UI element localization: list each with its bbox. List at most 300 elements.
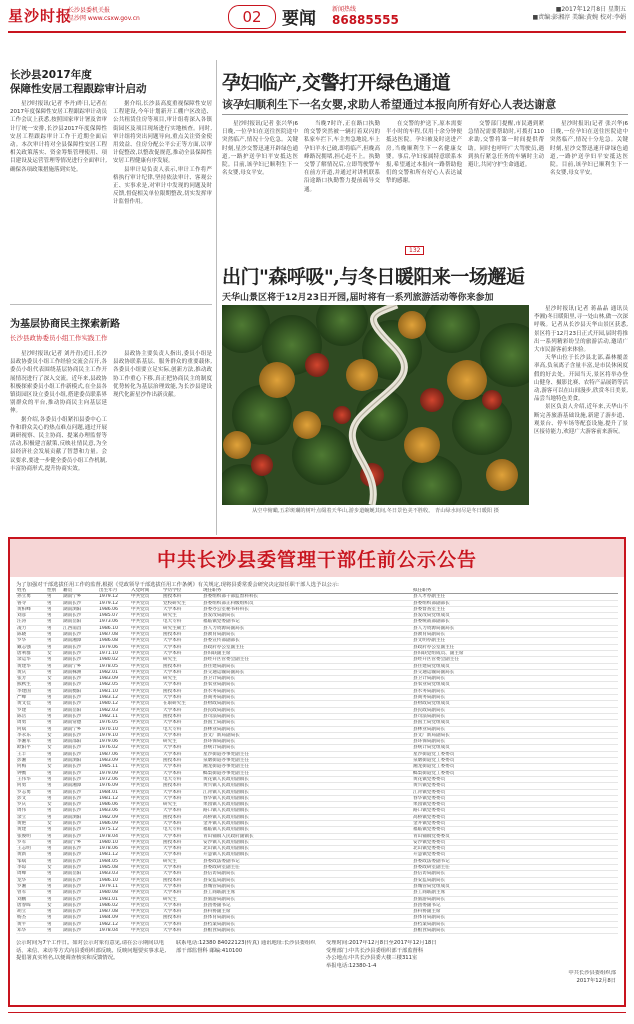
table-cell: 在职研究生 — [162, 701, 202, 707]
table-cell: 彭湘 — [16, 758, 46, 764]
table-cell: 县城管局党组成员 — [412, 883, 618, 889]
table-cell: 湖南长沙 — [62, 713, 98, 719]
table-cell: 中共党员 — [130, 902, 162, 908]
table-cell: 男 — [46, 720, 62, 726]
table-cell: 何勇 — [16, 783, 46, 789]
table-cell: 大学本科 — [162, 902, 202, 908]
table-cell: 周勇 — [16, 720, 46, 726]
table-row — [16, 928, 618, 934]
table-cell: 泉塘街道办事处副主任 — [202, 758, 412, 764]
table-cell: 邹斌 — [16, 858, 46, 864]
table-cell: 县人力资源局副局长 — [412, 625, 618, 631]
main-story1-title: 孕妇临产,交警打开绿色通道 — [222, 72, 451, 94]
table-cell: 县团委副书记 — [202, 902, 412, 908]
table-cell: 县委政研室副主任 — [412, 865, 618, 871]
table-cell: 县交通运输局副局长 — [412, 669, 618, 675]
main-story1-p2: 当晚7时许,正在路口执勤的交警突然被一辆打着双闪的私家车拦下,车主焦急地说,车上孕妇羊水已破,即将临产,但晚高峰路况拥堵,担心赶不上。执勤交警了解情况后,立即驾驶警车在前方开道,并通过对讲机联系沿途路口执勤警力提前疏导交通。 — [304, 121, 380, 193]
table-cell: 研究生 — [162, 657, 202, 663]
table-cell: 大学本科 — [162, 795, 202, 801]
table-cell: 中共党员 — [130, 758, 162, 764]
table-cell: 湖南长沙 — [62, 600, 98, 606]
table-cell: 汪涛 — [16, 619, 46, 625]
table-cell: 县商务局副局长 — [202, 695, 412, 701]
table-cell: 县发改局党组成员 — [412, 613, 618, 619]
table-cell: 欧阳平 — [16, 745, 46, 751]
scenic-photo — [222, 305, 529, 505]
table-cell: 湖南长沙 — [62, 776, 98, 782]
table-cell: 中共党员 — [130, 770, 162, 776]
table-cell: 开慧镇人民政府副镇长 — [202, 852, 412, 858]
table-cell: 湖南长沙 — [62, 877, 98, 883]
table-cell: 大学本科 — [162, 852, 202, 858]
table-cell: 大学本科 — [162, 871, 202, 877]
table-cell: 函授本科 — [162, 663, 202, 669]
table-cell: 男 — [46, 909, 62, 915]
table-cell: 凌力 — [16, 625, 46, 631]
table-cell: 县林业局副局长 — [412, 726, 618, 732]
table-cell: 湖南常德 — [62, 720, 98, 726]
table-cell: 县科协副主席 — [412, 909, 618, 915]
table-cell: 1986.06 — [98, 606, 130, 612]
table-cell: 大学本科 — [162, 732, 202, 738]
table-cell: 1979.06 — [98, 739, 130, 745]
table-cell: 1982.12 — [98, 921, 130, 927]
table-cell: 高桥镇党委委员 — [412, 814, 618, 820]
masthead-subtitle: 长沙县委机关报 星沙网 www.csxw.gov.cn — [68, 7, 140, 22]
table-cell: 女 — [46, 820, 62, 826]
table-cell: 湖南长沙 — [62, 650, 98, 656]
table-cell: 中共党员 — [130, 720, 162, 726]
table-cell: 1983.12 — [98, 695, 130, 701]
footer-rule — [8, 1012, 626, 1013]
table-cell: 彭文 — [16, 795, 46, 801]
table-cell: 电大专科 — [162, 619, 202, 625]
table-cell: 大学本科 — [162, 764, 202, 770]
table-cell: 湖南株洲 — [62, 669, 98, 675]
main-story2-subtitle: 天华山景区将于12月23日开园,届时将有一系列旅游活动等你来参加 — [222, 293, 494, 303]
table-cell: 1980.02 — [98, 657, 130, 663]
table-cell: 县城管局副局长 — [202, 883, 412, 889]
table-cell: 黄文佳 — [16, 701, 46, 707]
table-cell: 黄建 — [16, 827, 46, 833]
table-cell: 县环保局副局长 — [412, 739, 618, 745]
table-cell: 男 — [46, 669, 62, 675]
table-cell: 函授本科 — [162, 783, 202, 789]
table-cell: 王志明 — [16, 846, 46, 852]
table-cell: 男 — [46, 600, 62, 606]
table-cell: 中共党员 — [130, 921, 162, 927]
table-cell: 湖南长沙 — [62, 745, 98, 751]
table-cell: 函授本科 — [162, 632, 202, 638]
main-story2-body — [534, 305, 628, 530]
table-cell: 1976.02 — [98, 745, 130, 751]
table-cell: 湖南长沙 — [62, 909, 98, 915]
table-cell: 大学本科 — [162, 606, 202, 612]
table-cell: 研究生 — [162, 676, 202, 682]
table-cell: 中共党员 — [130, 638, 162, 644]
left-story1-p3: 县审计局负责人表示,审计工作将严格执行审计纪律,坚持依法审计、客观公正、实事求是,对审计中发现的问题及时反馈,督促相关单位限期整改,切实发挥审计监督作用。 — [113, 166, 212, 206]
table-cell: 男 — [46, 770, 62, 776]
table-cell: 黄兴镇党委委员 — [412, 783, 618, 789]
table-cell: 安沙镇党委委员 — [412, 839, 618, 845]
table-cell: 男 — [46, 839, 62, 845]
left-divider — [10, 304, 212, 305]
table-cell: 1982.09 — [98, 814, 130, 820]
appointment-table — [16, 588, 618, 934]
table-cell: 中共党员 — [130, 613, 162, 619]
table-cell: 男 — [46, 896, 62, 902]
table-cell: 中共党员 — [130, 625, 162, 631]
table-cell: 县民政局副局长 — [202, 707, 412, 713]
table-cell: 函授本科 — [162, 915, 202, 921]
table-cell: 湘龙街道党工委委员 — [412, 764, 618, 770]
table-cell: 1983.09 — [98, 758, 130, 764]
table-cell: 1978.06 — [98, 846, 130, 852]
table-cell: 湖南宁乡 — [62, 726, 98, 732]
table-cell: 刘鹏 — [16, 896, 46, 902]
table-cell: 唐春晖 — [16, 902, 46, 908]
table-cell: 县委组织部正科级组织员 — [202, 600, 412, 606]
main-story1-p1: 星沙时报讯(记者 张兴华)6日晚,一位孕妇在送往医院途中突然临产,情况十分危急。关键时刻,星沙交警迅速开辟绿色通道,一路护送孕妇平安抵达医院。目前,该孕妇已顺利生下一名女婴,母女平安。 — [222, 121, 298, 177]
table-cell: 中共党员 — [130, 644, 162, 650]
table-cell: 黄柏峰 — [16, 606, 46, 612]
table-cell: 湖南长沙 — [62, 695, 98, 701]
table-cell: 孙立勇 — [16, 594, 46, 600]
table-cell: 县档案局副局长 — [412, 921, 618, 927]
table-cell: 县妇联副主席 — [202, 650, 412, 656]
table-cell: 县商务局副局长 — [412, 695, 618, 701]
table-cell: 1978.04 — [98, 833, 130, 839]
table-cell: 1979.06 — [98, 644, 130, 650]
table-cell: 湖南岳阳 — [62, 619, 98, 625]
table-cell: 1982.03 — [98, 707, 130, 713]
table-cell: 男 — [46, 695, 62, 701]
table-cell: 县委督查室主任 — [412, 606, 618, 612]
table-cell: 党校研究生 — [162, 600, 202, 606]
table-cell: 县信访局副局长 — [202, 871, 412, 877]
table-cell: 大学本科 — [162, 833, 202, 839]
table-cell: 县安监局副局长 — [412, 877, 618, 883]
table-cell: 胡立 — [16, 909, 46, 915]
table-cell: 中共党员 — [130, 682, 162, 688]
table-cell: 大学本科 — [162, 928, 202, 934]
table-cell: 何斌 — [16, 726, 46, 732]
table-cell: 中共党员 — [130, 663, 162, 669]
scenic-photo-illustration — [222, 305, 529, 505]
table-cell: 罗军 — [16, 839, 46, 845]
table-cell: 县国土局党组成员 — [412, 720, 618, 726]
table-cell: 1971.10 — [98, 650, 130, 656]
table-cell: 1983.09 — [98, 676, 130, 682]
table-cell: 罗志勇 — [16, 789, 46, 795]
table-cell: 1979.12 — [98, 594, 130, 600]
table-cell: 县人才办副主任 — [412, 594, 618, 600]
table-cell: 大学本科 — [162, 751, 202, 757]
table-cell: 黄花镇党委委员 — [412, 776, 618, 782]
table-cell: 何梅 — [16, 764, 46, 770]
table-cell: 县委政研室副主任 — [202, 865, 412, 871]
table-cell: 王伟华 — [16, 776, 46, 782]
table-cell: 曾军 — [16, 890, 46, 896]
table-cell: 路口镇人民政府副镇长 — [202, 808, 412, 814]
table-cell: 湖南长沙 — [62, 644, 98, 650]
table-cell: 男 — [46, 858, 62, 864]
table-cell: 湘龙街道办事处副主任 — [202, 764, 412, 770]
table-cell: 男 — [46, 739, 62, 745]
table-cell: 函授本科 — [162, 713, 202, 719]
table-cell: 大学本科 — [162, 770, 202, 776]
table-cell: 1986.09 — [98, 820, 130, 826]
table-cell: 男 — [46, 638, 62, 644]
left-story2-subtitle: 长沙县政协委员小组工作实践工作 — [10, 334, 108, 342]
table-cell: 男 — [46, 682, 62, 688]
table-cell: 湖南长沙 — [62, 770, 98, 776]
table-cell: 中共党员 — [130, 896, 162, 902]
table-cell: 大学本科 — [162, 707, 202, 713]
table-cell: 男 — [46, 606, 62, 612]
table-cell: 春华镇党委委员 — [412, 795, 618, 801]
table-cell: 北山镇人民政府副镇长 — [202, 846, 412, 852]
table-cell: 中共党员 — [130, 858, 162, 864]
table-cell: 大学本科 — [162, 695, 202, 701]
table-cell: 男 — [46, 688, 62, 694]
table-cell: 男 — [46, 928, 62, 934]
table-cell: 男 — [46, 726, 62, 732]
table-cell: 江背镇党委委员 — [412, 789, 618, 795]
table-cell: 县水务局副局长 — [202, 688, 412, 694]
table-cell: 县委政法委副书记 — [412, 858, 618, 864]
table-cell: 1986.10 — [98, 877, 130, 883]
table-cell: 青山铺镇党委委员 — [412, 833, 618, 839]
table-cell: 男 — [46, 883, 62, 889]
main-story1-highlight: 132 — [405, 246, 424, 255]
table-cell: 中共党员 — [130, 827, 162, 833]
table-cell: 研究生 — [162, 613, 202, 619]
main-story1-col1 — [222, 120, 298, 250]
table-cell: 1976.05 — [98, 720, 130, 726]
table-cell: 电大专科 — [162, 776, 202, 782]
announcement-intro: 为了加强对干部选拔任用工作的监督,根据《党政领导干部选拔任用工作条例》有关规定,现将县委常委会研究决定拟任职干部人选予以公示: — [16, 582, 339, 588]
table-cell: 县体育局副局长 — [202, 915, 412, 921]
table-cell: 县统计局党组成员 — [412, 745, 618, 751]
table-cell: 1986.08 — [98, 638, 130, 644]
table-cell: 1979.12 — [98, 600, 130, 606]
hotline-number: 86885555 — [332, 13, 399, 27]
table-cell: 1985.11 — [98, 764, 130, 770]
table-cell: 湖南长沙 — [62, 732, 98, 738]
photo-caption: 从空中俯瞰,五彩斑斓的树叶点缀着天华山,游步道蜿蜒其间,冬日景色美不胜收。 青山绿水间尽是冬日暖阳 摄 — [252, 508, 499, 514]
table-cell: 男 — [46, 808, 62, 814]
table-cell: 大学本科 — [162, 820, 202, 826]
table-cell: 1978.05 — [98, 663, 130, 669]
footer-contact: 联系电话:12380 84022123(传真) 通讯地址:长沙县委组织部干部监督科 邮编:410100 — [176, 940, 316, 954]
table-cell: 县文广新局副局长 — [412, 732, 618, 738]
table-cell: 女 — [46, 650, 62, 656]
table-cell: 严峰 — [16, 695, 46, 701]
footer-acceptance: 受理时间:2017年12月8日至2017年12月18日 受理部门:中共长沙县委组织部干部监督科 办公地点:中共长沙县委大楼三楼311室 举报电话:12380-1-4 — [326, 940, 437, 969]
table-cell: 金井镇人民政府副镇长 — [202, 820, 412, 826]
table-cell: 大学本科 — [162, 650, 202, 656]
table-cell: 男 — [46, 657, 62, 663]
table-cell: 湖南长沙 — [62, 896, 98, 902]
table-cell: 男 — [46, 915, 62, 921]
table-cell: 中共党员 — [130, 839, 162, 845]
main-story1-col3 — [386, 120, 462, 242]
table-cell: 县财政局副局长 — [202, 701, 412, 707]
table-header-cell: 出生年月 — [98, 588, 130, 594]
table-cell: 中共党员 — [130, 751, 162, 757]
table-cell: 县委组织部干部监督科科长 — [202, 594, 412, 600]
table-cell: 男 — [46, 613, 62, 619]
table-cell: 张俊明 — [16, 833, 46, 839]
table-cell: 男 — [46, 644, 62, 650]
table-cell: 黄兴镇人民政府副镇长 — [202, 783, 412, 789]
table-cell: 湖南长沙 — [62, 883, 98, 889]
table-cell: 男 — [46, 921, 62, 927]
table-cell: 男 — [46, 890, 62, 896]
table-cell: 女 — [46, 865, 62, 871]
table-cell: 龙华 — [16, 877, 46, 883]
page-number: 02 — [228, 5, 276, 29]
table-cell: 湖南长沙 — [62, 915, 98, 921]
table-cell: 中共党员 — [130, 688, 162, 694]
table-cell: 县农业局副局长 — [202, 682, 412, 688]
table-cell: 榔梨街道办事处副主任 — [202, 770, 412, 776]
table-cell: 星沙街道办事处副主任 — [202, 751, 412, 757]
table-header-cell: 学历学位 — [162, 588, 202, 594]
table-cell: 1987.06 — [98, 751, 130, 757]
table-cell: 1981.10 — [98, 688, 130, 694]
left-story1-p2: 据介绍,长沙县高度重视保障性安居工程建设,今年计划新开工棚户区改造、公共租赁住房等项目,审计组将深入各镇街园区及项目现场进行实地核查。同时,审计组将突出问题导向,重点关注资金使用效益、住房分配公平公正等方面,以审计促整改,以整改促规范,推动全县保障性安居工程健康有序发展。 — [113, 101, 212, 165]
table-cell: 大学本科 — [162, 745, 202, 751]
table-cell: 县住建局副局长 — [202, 663, 412, 669]
table-cell: 县委宣传部副部长 — [202, 638, 412, 644]
table-cell: 余运华 — [16, 657, 46, 663]
table-cell: 男 — [46, 707, 62, 713]
table-cell: 中共党员 — [130, 745, 162, 751]
table-cell: 湖南长沙 — [62, 676, 98, 682]
main-story1-col4 — [468, 120, 544, 250]
table-cell: 1981.12 — [98, 852, 130, 858]
table-cell: 女 — [46, 732, 62, 738]
table-cell: 1986.10 — [98, 625, 130, 631]
table-cell: 湖南衡阳 — [62, 688, 98, 694]
table-cell: 男 — [46, 814, 62, 820]
table-cell: 中共党员 — [130, 739, 162, 745]
table-header-cell: 籍贯 — [62, 588, 98, 594]
table-cell: 1979.11 — [98, 883, 130, 889]
table-cell: 研究生 — [162, 802, 202, 808]
table-cell: 县团委副书记 — [412, 902, 618, 908]
table-cell: 湖南长沙 — [62, 701, 98, 707]
table-cell: 中共党员 — [130, 865, 162, 871]
table-cell: 中共党员 — [130, 820, 162, 826]
table-cell: 李建国 — [16, 688, 46, 694]
table-cell: 1984.01 — [98, 789, 130, 795]
table-cell: 县委组织部副部长 — [412, 600, 618, 606]
table-cell: 男 — [46, 701, 62, 707]
table-header-cell: 拟任职务 — [412, 588, 618, 594]
table-cell: 中共党员 — [130, 783, 162, 789]
table-cell: 中共党员 — [130, 600, 162, 606]
table-cell: 中共党员 — [130, 606, 162, 612]
table-cell: 男 — [46, 713, 62, 719]
table-cell: 江西南昌 — [62, 625, 98, 631]
table-cell: 大学本科 — [162, 909, 202, 915]
table-cell: 研究生 — [162, 739, 202, 745]
table-cell: 福临镇党委委员 — [412, 827, 618, 833]
table-cell: 湖南长沙 — [62, 833, 98, 839]
announcement-footer — [16, 940, 618, 1000]
table-cell: 湖南长沙 — [62, 921, 98, 927]
section-title: 要闻 — [282, 9, 316, 29]
table-cell: 男 — [46, 632, 62, 638]
table-cell: 福临镇党委副书记 — [202, 619, 412, 625]
table-cell: 黄新 — [16, 852, 46, 858]
left-story2-p3: 县政协主要负责人指出,委员小组是县政协联系基层、服务群众的重要载体,各委员小组要立足实际,创新方法,推动政协工作重心下移,真正把协商民主的制度优势转化为基层治理效能,为长沙县建设现代化新星沙作出新贡献。 — [113, 351, 212, 399]
table-cell: 女 — [46, 676, 62, 682]
header-rule — [8, 31, 626, 33]
table-cell: 1982.11 — [98, 713, 130, 719]
table-cell: 县教育局副局长 — [412, 632, 618, 638]
table-cell: 县工商联副主席 — [412, 890, 618, 896]
table-cell: 研究生硕士 — [162, 625, 202, 631]
table-cell: 1981.01 — [98, 896, 130, 902]
left-story2-body-col1 — [10, 350, 107, 532]
table-cell: 中共党员 — [130, 695, 162, 701]
table-cell: 县交通运输局副局长 — [202, 669, 412, 675]
table-cell: 1987.08 — [98, 632, 130, 638]
left-story1-body-col1 — [10, 100, 107, 295]
table-cell: 男 — [46, 852, 62, 858]
table-cell: 金井镇党委委员 — [412, 820, 618, 826]
table-cell: 县教育局副局长 — [202, 632, 412, 638]
table-cell: 中共党员 — [130, 808, 162, 814]
table-cell: 湖南长沙 — [62, 827, 98, 833]
table-cell: 湖南长沙 — [62, 858, 98, 864]
table-cell: 1972.06 — [98, 776, 130, 782]
table-cell: 湖南浏阳 — [62, 758, 98, 764]
table-cell: 大学本科 — [162, 883, 202, 889]
table-cell: 湖南长沙 — [62, 890, 98, 896]
table-cell: 男 — [46, 877, 62, 883]
table-cell: 男 — [46, 758, 62, 764]
table-cell: 1985.07 — [98, 613, 130, 619]
left-story2-p2: 据介绍,各委员小组紧扣县委中心工作和群众关心的热点难点问题,通过开展调研视察、民主协商、提案办理监督等活动,积极建言献策,反映社情民意,为全县经济社会发展贡献了智慧和力量。会议要求,要进一步健全委员小组工作机制,丰富协商形式,提升协商实效。 — [10, 416, 107, 472]
table-cell: 刘彦 — [16, 613, 46, 619]
table-cell: 1981.12 — [98, 795, 130, 801]
table-cell: 中共党员 — [130, 619, 162, 625]
table-cell: 春华镇人民政府副镇长 — [202, 795, 412, 801]
table-cell: 罗湘 — [16, 883, 46, 889]
table-cell: 湖南湘潭 — [62, 783, 98, 789]
main-story2-title: 出门"森呼吸",与冬日暖阳来一场邂逅 — [222, 266, 525, 288]
table-cell: 男 — [46, 625, 62, 631]
main-story2-p3: 景区负责人介绍,近年来,天华山不断完善旅游基础设施,新建了游步道、观景台、停车场等配套设施,提升了景区接待能力,欢迎广大游客前来游玩。 — [534, 404, 628, 436]
table-cell: 县经开区管委会副主任 — [202, 657, 412, 663]
table-cell: 男 — [46, 846, 62, 852]
table-cell: 县委政法委副书记 — [202, 858, 412, 864]
table-cell: 戴志强 — [16, 644, 46, 650]
table-cell: 县科协副主席 — [202, 909, 412, 915]
table-cell: 中共党员 — [130, 732, 162, 738]
table-cell: 男 — [46, 663, 62, 669]
table-cell: 1983.06 — [98, 808, 130, 814]
table-cell: 1980.10 — [98, 839, 130, 845]
table-cell: 县安监局副局长 — [202, 877, 412, 883]
table-cell: 电大专科 — [162, 827, 202, 833]
table-cell: 女 — [46, 745, 62, 751]
